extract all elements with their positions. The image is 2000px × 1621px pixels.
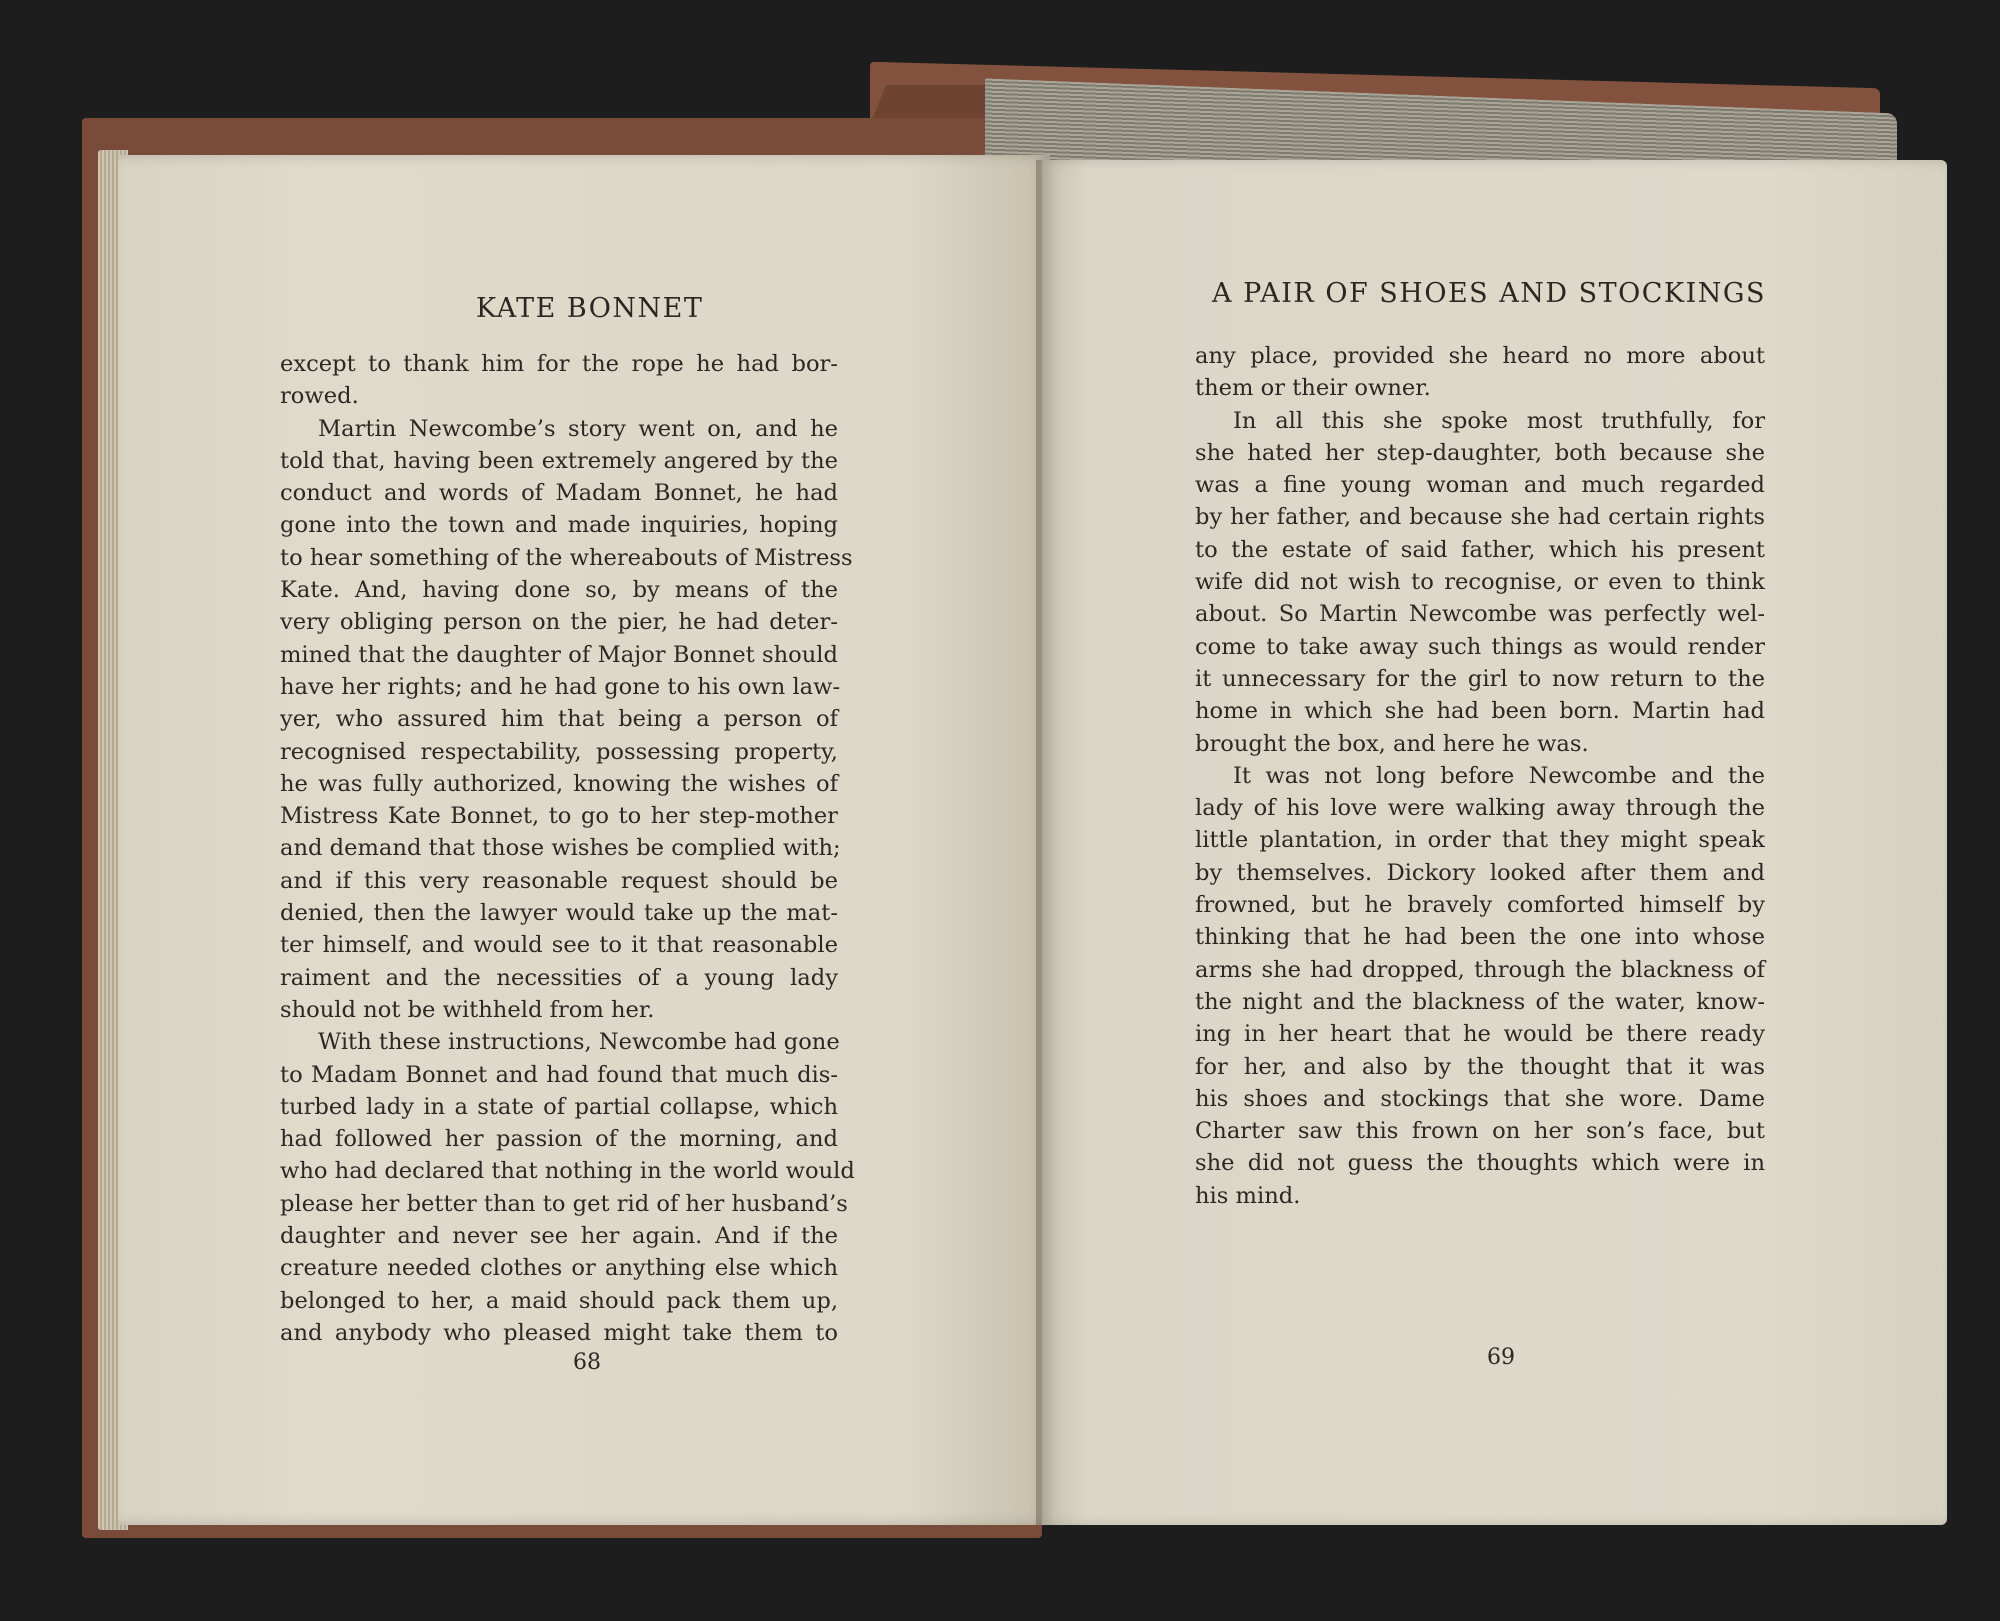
- text-line: Kate. And, having done so, by means of the: [280, 577, 838, 604]
- text-line: and demand that those wishes be complied with;: [280, 835, 841, 862]
- text-line: who had declared that nothing in the world would: [280, 1158, 855, 1185]
- text-line: conduct and words of Madam Bonnet, he had: [280, 480, 838, 507]
- text-line: come to take away such things as would render: [1195, 633, 1765, 660]
- text-line: ter himself, and would see to it that reasonable: [280, 932, 838, 959]
- text-line: was a fine young woman and much regarded: [1195, 472, 1765, 499]
- text-line: frowned, but he bravely comforted himself by: [1195, 892, 1765, 919]
- text-line: them or their owner.: [1195, 375, 1431, 402]
- text-line: brought the box, and here he was.: [1195, 730, 1589, 757]
- text-line: wife did not wish to recognise, or even to think: [1195, 569, 1765, 596]
- text-line: to hear something of the whereabouts of Mistress: [280, 544, 853, 571]
- right-page: [1042, 160, 1947, 1525]
- text-line: arms she had dropped, through the blackness of: [1195, 956, 1765, 983]
- text-line: rowed.: [280, 383, 359, 410]
- right-page-body: [1195, 340, 1765, 1212]
- text-line: to the estate of said father, which his present: [1195, 536, 1765, 563]
- text-line: ing in her heart that he would be there ready: [1195, 1021, 1765, 1048]
- text-line: about. So Martin Newcombe was perfectly wel-: [1195, 601, 1765, 628]
- text-line: he was fully authorized, knowing the wishes of: [280, 770, 838, 797]
- text-line: raiment and the necessities of a young lady: [280, 964, 838, 991]
- text-line: very obliging person on the pier, he had deter-: [280, 609, 838, 636]
- left-page: [118, 155, 1050, 1525]
- text-line: by themselves. Dickory looked after them and: [1195, 859, 1765, 886]
- text-line: creature needed clothes or anything else which: [280, 1255, 838, 1282]
- text-line: daughter and never see her again. And if the: [280, 1223, 838, 1250]
- text-line: any place, provided she heard no more about: [1195, 343, 1765, 369]
- text-line: and anybody who pleased might take them to: [280, 1319, 838, 1346]
- text-line: yer, who assured him that being a person of: [280, 706, 838, 733]
- text-line: his shoes and stockings that she wore. Dame: [1195, 1085, 1765, 1112]
- left-running-head: KATE BONNET: [476, 293, 704, 324]
- text-line: little plantation, in order that they might speak: [1195, 827, 1765, 854]
- text-line: home in which she had been born. Martin had: [1195, 698, 1765, 725]
- text-line: it unnecessary for the girl to now return to the: [1195, 665, 1765, 692]
- text-line: by her father, and because she had certain rights: [1195, 504, 1765, 531]
- text-line: gone into the town and made inquiries, hoping: [280, 512, 838, 539]
- text-line: It was not long before Newcombe and the: [1233, 762, 1765, 789]
- text-line: the night and the blackness of the water, know-: [1195, 988, 1765, 1015]
- text-line: thinking that he had been the one into whose: [1195, 924, 1765, 951]
- text-line: recognised respectability, possessing property,: [280, 738, 838, 765]
- text-line: she did not guess the thoughts which were in: [1195, 1150, 1765, 1177]
- text-line: and if this very reasonable request should be: [280, 867, 838, 894]
- text-line: to Madam Bonnet and had found that much dis-: [280, 1061, 838, 1088]
- text-line: for her, and also by the thought that it was: [1195, 1053, 1765, 1080]
- left-page-body: [280, 348, 855, 1349]
- text-line: please her better than to get rid of her husband’s: [280, 1190, 848, 1217]
- text-line: In all this she spoke most truthfully, for: [1233, 407, 1765, 434]
- text-line: have her rights; and he had gone to his own law-: [280, 673, 841, 700]
- text-line: denied, then the lawyer would take up the mat-: [280, 900, 838, 927]
- text-line: Charter saw this frown on her son’s face, but: [1195, 1118, 1765, 1145]
- text-line: With these instructions, Newcombe had gone: [318, 1029, 840, 1056]
- right-page-number: 69: [1487, 1345, 1515, 1370]
- text-line: belonged to her, a maid should pack them up,: [280, 1287, 838, 1314]
- text-line: his mind.: [1195, 1182, 1301, 1209]
- text-line: should not be withheld from her.: [280, 996, 655, 1023]
- text-line: told that, having been extremely angered by the: [280, 447, 838, 474]
- text-line: lady of his love were walking away through the: [1195, 795, 1765, 822]
- text-line: had followed her passion of the morning, and: [280, 1126, 838, 1153]
- text-line: mined that the daughter of Major Bonnet should: [280, 641, 838, 668]
- text-line: Martin Newcombe’s story went on, and he: [318, 415, 838, 442]
- text-line: Mistress Kate Bonnet, to go to her step-mother: [280, 803, 838, 830]
- text-line: turbed lady in a state of partial collapse, which: [280, 1093, 838, 1120]
- left-page-number: 68: [573, 1350, 601, 1375]
- text-line: she hated her step-daughter, both because she: [1195, 439, 1765, 466]
- text-line: except to thank him for the rope he had bor-: [280, 351, 838, 377]
- right-running-head: A PAIR OF SHOES AND STOCKINGS: [1212, 278, 1766, 309]
